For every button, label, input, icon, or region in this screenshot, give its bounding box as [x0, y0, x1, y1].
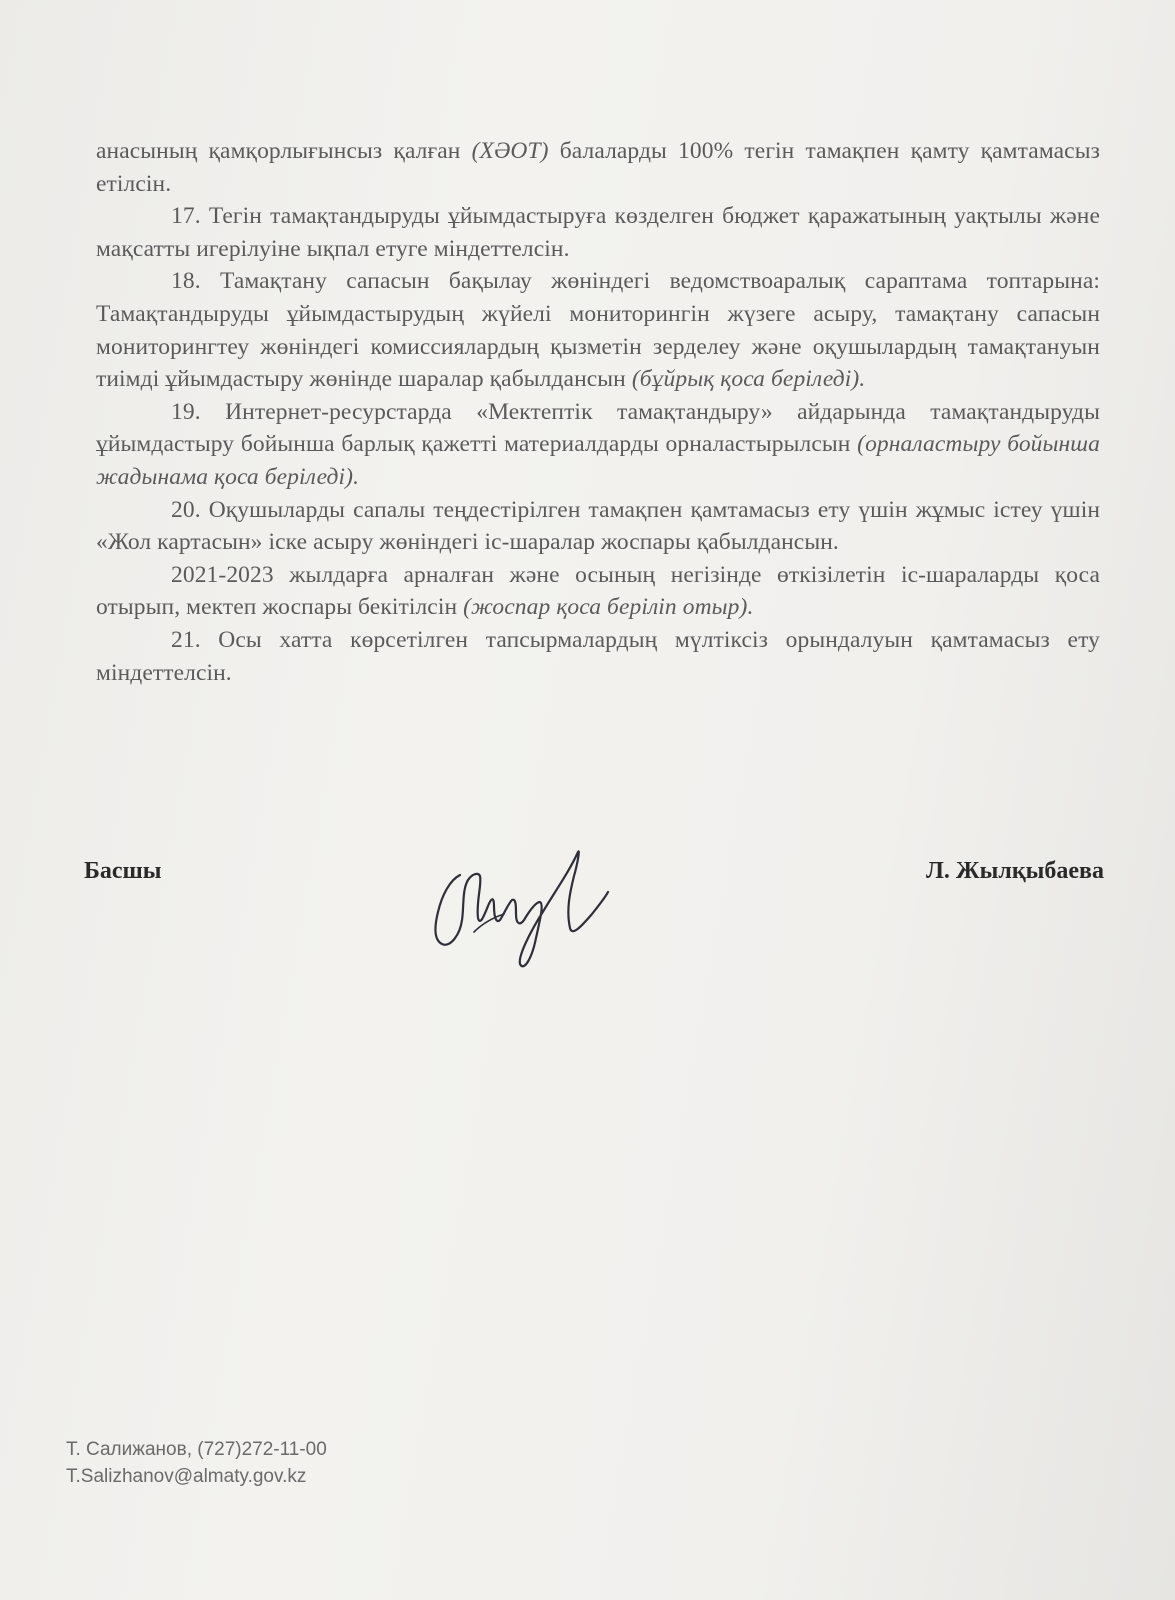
italic-note: (ХӘОТ) — [471, 138, 549, 164]
paragraph — [96, 559, 1100, 624]
handwritten-signature — [420, 840, 620, 970]
italic-note: (жоспар қоса берілiп отыр). — [463, 594, 754, 621]
signatory-name: Л. Жылқыбаева — [926, 858, 1104, 884]
paragraph-text: анасының қамқорлығынсыз қалған — [96, 138, 472, 164]
contact-email: T.Salizhanov@almaty.gov.kz — [66, 1466, 307, 1487]
paragraph — [96, 624, 1100, 689]
paragraph-text: балаларды 100% тегін тамақпен қамту қамтамасыз етілсін. — [96, 138, 1100, 197]
italic-note: (орналастыру бойынша жадынама қоса беріледі). — [96, 431, 1100, 490]
italic-note: (бұйрық қоса беріледі). — [631, 366, 866, 393]
paragraph-text: 2021-2023 жылдарға арналған және осының негізінде өткізілетін іс-шараларды қоса отырып, мектеп жоспары бекітілсін — [96, 561, 1100, 621]
paragraph — [96, 200, 1100, 265]
document-body — [96, 135, 1100, 689]
contact-info — [66, 1436, 327, 1490]
paragraph-text: 17. Тегін тамақтандыруды ұйымдастыруға көзделген бюджет қаражатының уақтылы және мақсатты игерілуіне ықпал етуге міндеттелсін. — [96, 203, 1100, 262]
paragraph-text: 20. Оқушыларды сапалы теңдестірілген тамақпен қамтамасыз ету үшін жұмыс істеу үшін «Жол картасын» іске асыру жөніндегі іс-шаралар жоспары қабылдансын. — [96, 496, 1100, 556]
signatory-role: Басшы — [84, 858, 162, 884]
paragraph — [96, 265, 1100, 395]
paragraph — [96, 396, 1100, 494]
paragraph — [96, 494, 1100, 559]
paragraph-text: 18. Тамақтану сапасын бақылау жөніндегі ведомствоаралық сараптама топтарына: Тамақтандыруды ұйымдастырудың жүйелі мониторингін жүзеге асыру, тамақтану сапасын мониторингтеу жөніндегі комиссиялардың қызметін зерделеу және оқушылардың тамақтануын тиімді ұйымдастыру жөнінде шаралар қабылдансын — [96, 268, 1100, 393]
paragraph — [96, 135, 1100, 200]
paragraph-text: 21. Осы хатта көрсетілген тапсырмалардың мүлтіксіз орындалуын қамтамасыз ету міндеттелсін. — [96, 626, 1100, 686]
contact-person-phone: Т. Салижанов, (727)272-11-00 — [66, 1439, 327, 1460]
paragraph-text: 19. Интернет-ресурстарда «Мектептік тамақтандыру» айдарында тамақтандыруды ұйымдастыру бойынша барлық қажетті материалдарды орналастырылсын — [96, 398, 1100, 458]
